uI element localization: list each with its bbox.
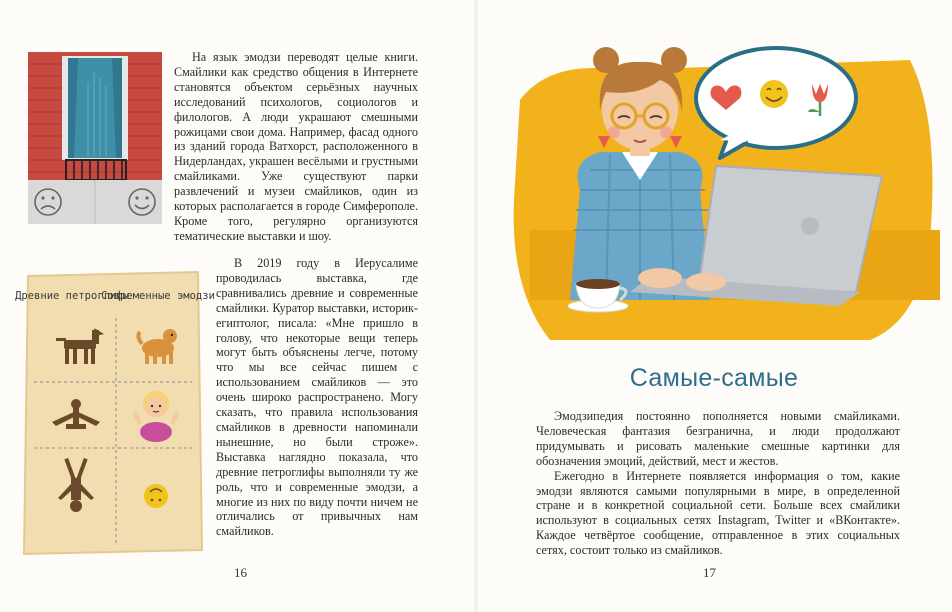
page-number-right: 17 [703, 565, 716, 580]
building-facade-illustration [28, 52, 162, 224]
left-text-column-top [174, 50, 418, 244]
girl-with-laptop-illustration [510, 40, 942, 340]
hair-bun-right [661, 47, 687, 73]
left-text-column-bottom [216, 256, 418, 539]
laptop-logo [801, 217, 819, 235]
upside-down-face-emoji-icon [144, 484, 168, 508]
modern-label: Современные эмодзи [101, 290, 215, 302]
right-paragraph-1: Эмодзипедия постоянно пополняется новыми смайликами. Человеческая фантазия безгранична, и люди продолжают придумывать и рисовать маленькие смешные картинки для обозначения эмоций, действий, мест и жестов. [536, 409, 900, 468]
hair-bun-left [593, 47, 619, 73]
smiley-icon [760, 80, 788, 108]
right-paragraph-2: Ежегодно в Интернете появляется информация о том, какие эмодзи являются самыми популярными в мире, в определенной стране и в конкретной социальной сети. Больше всех смайлики используют в социальных сетях Instagram, Twitter и «ВКонтакте». Каждое четвёртое сообщение, отправленное в этих социальных сетях, состоит только из смайликов. [536, 468, 900, 558]
right-text-column [536, 409, 900, 558]
left-paragraph-2: В 2019 году в Иерусалиме проводилась выставка, где сравнивались древние и современные смайлики. Куратор выставки, историк-египтолог, писала: «Мне пришло в голову, что некоторые вещи теперь могут быть объяснены легче, потому что мы все сейчас пишем с использованием смайликов — это очень широко распространено. Могу сказать, что правила использования смайликов в древности напоминали нынешние, но были строже». Выставка наглядно показала, что древние петроглифы выполняли ту же роль, что и современные эмодзи, а многие из них по виду почти ничем не отличались от привычных нам смайликов. [216, 256, 418, 539]
petroglyph-emoji-comparison [15, 272, 215, 554]
book-gutter [474, 0, 478, 612]
left-paragraph-1: На язык эмодзи переводят целые книги. Смайлики как средство общения в Интернете становятся объектом серьёзных научных исследований психологов, социологов и филологов. А люди украшают смешными рожицами свои дома. Например, фасад одного из зданий города Ватхорст, расположенного в Нидерландах, украшен весёлыми и грустными смайликами. Уже существуют парки развлечений и музеи смайликов, один из которых располагается в городе Симферополе. Кроме того, регулярно организуются тематические выставки и шоу. [174, 50, 418, 243]
ancient-label: Древние петроглифы [15, 290, 129, 302]
section-heading: Самые-самые [629, 364, 799, 392]
page-number-left: 16 [234, 565, 247, 580]
